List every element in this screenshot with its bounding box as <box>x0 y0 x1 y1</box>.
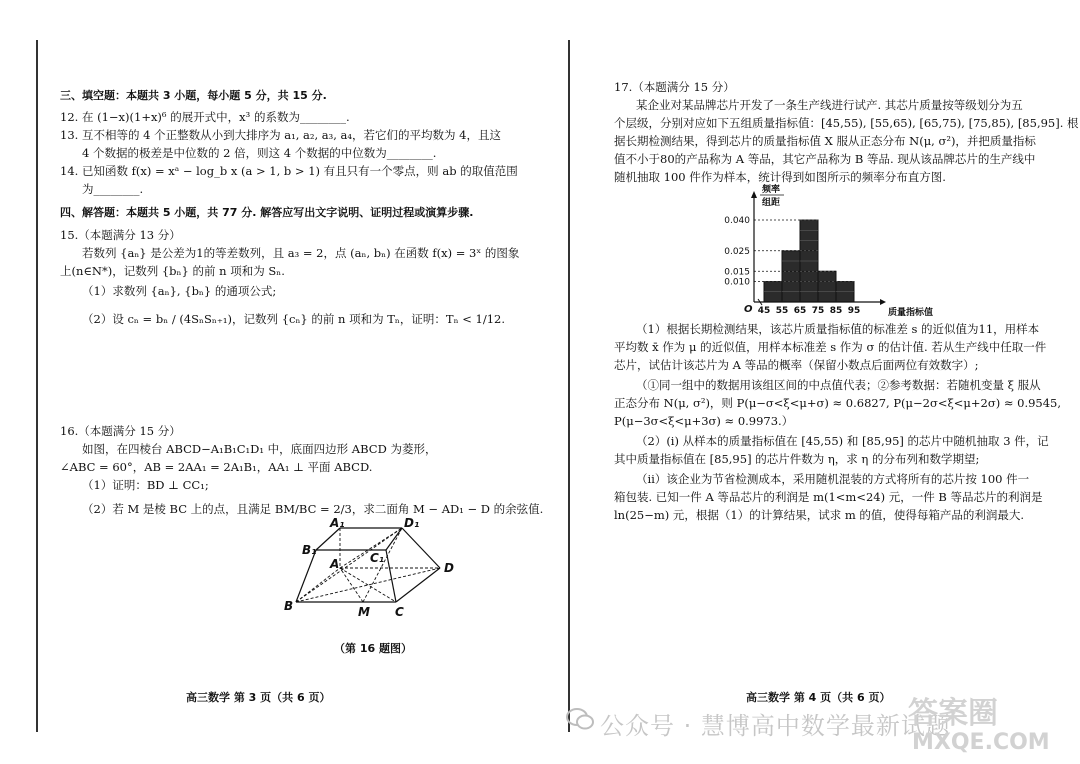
y-axis-label-top: 频率 <box>762 185 781 195</box>
watermark-text: 公众号 · 慧博高中数学最新试题 <box>600 712 951 740</box>
label-d1: D₁ <box>404 518 420 530</box>
y-axis-arrow <box>751 191 757 198</box>
edge-d1c1 <box>386 528 402 550</box>
question-17-line2: 个层级，分别对应如下五组质量指标值：[45,55), [55,65), [65,75), [75,85), [85,95]. 根 <box>614 116 1079 130</box>
right-page <box>568 40 1079 732</box>
y-tick-label: 0.025 <box>724 246 750 257</box>
part2ii-line1: （ⅱ）该企业为节省检测成本，采用随机混装的方式将所有的芯片按 100 件一 <box>636 472 1030 486</box>
part1-line3: 芯片，试估计该芯片为 A 等品的概率（保留小数点后面两位有效数字）; <box>614 358 979 372</box>
wechat-icon <box>565 707 595 731</box>
note-line3: P(μ−3σ<ξ<μ+3σ) ≈ 0.9973.） <box>614 414 794 428</box>
y-axis-label-bottom: 组距 <box>762 198 781 208</box>
question-15-part2: （2）设 cₙ = bₙ / (4SₙSₙ₊₁)，记数列 {cₙ} 的前 n 项和为 Tₙ，证明：Tₙ < 1/12. <box>82 312 505 326</box>
x-tick-label: 45 <box>757 306 771 316</box>
x-axis-arrow <box>880 299 886 305</box>
figure-caption: （第 16 题图） <box>334 642 412 655</box>
part2ii-line3: ln(25−m) 元，根据（1）的计算结果，试求 m 的值，使得每箱产品的利润最大. <box>614 508 1025 522</box>
y-tick-label: 0.010 <box>724 277 750 288</box>
question-14-line1: 14. 已知函数 f(x) = xᵃ − log_b x (a > 1, b > 1) 有且只有一个零点，则 ab 的取值范围 <box>60 164 518 178</box>
label-d: D <box>444 561 454 575</box>
question-16-line2: ∠ABC = 60°，AB = 2AA₁ = 2A₁B₁，AA₁ ⊥ 平面 ABCD. <box>60 460 373 474</box>
x-tick-label: 75 <box>811 306 825 316</box>
frequency-histogram <box>720 184 960 316</box>
section-3-title: 三、填空题：本题共 3 小题，每小题 5 分，共 15 分. <box>60 89 327 102</box>
histogram-bars <box>764 220 854 302</box>
histogram-bar <box>818 271 836 302</box>
diag-ac <box>340 568 396 602</box>
page-footer-right: 高三数学 第 4 页（共 6 页） <box>746 691 891 704</box>
edge-d1d <box>402 528 440 568</box>
question-17-header: 17.（本题满分 15 分） <box>614 80 735 94</box>
part2i-line2: 其中质量指标值在 [85,95] 的芯片件数为 η，求 η 的分布列和数学期望; <box>614 452 980 466</box>
question-15-part1: （1）求数列 {aₙ}, {bₙ} 的通项公式; <box>82 284 277 298</box>
label-a: A <box>330 557 340 571</box>
label-c: C <box>395 605 404 618</box>
left-page <box>36 40 542 732</box>
line-bd1 <box>296 528 402 602</box>
question-13-line2: 4 个数据的极差是中位数的 2 倍，则这 4 个数据的中位数为________. <box>82 146 437 160</box>
y-tick-label: 0.040 <box>724 216 750 226</box>
x-tick-label: 55 <box>775 306 789 316</box>
edge-c1c <box>386 550 396 602</box>
frustum-figure <box>278 518 478 618</box>
question-16-header: 16.（本题满分 15 分） <box>60 424 181 438</box>
question-15-header: 15.（本题满分 13 分） <box>60 228 181 242</box>
histogram-bar <box>782 251 800 302</box>
question-15-line1: 若数列 {aₙ} 是公差为1的等差数列，且 a₃ = 2，点 (aₙ, bₙ) 在函数 f(x) = 3ˣ 的图象 <box>82 246 520 260</box>
watermark-brand-logo: 答案圈 <box>908 696 998 731</box>
note-line2: 正态分布 N(μ, σ²)，则 P(μ−σ<ξ<μ+σ) ≈ 0.6827, P(μ−2σ<ξ<μ+2σ) ≈ 0.9545, <box>614 396 1062 410</box>
part2ii-line2: 箱包装. 已知一件 A 等品芯片的利润是 m(1<m<24) 元，一件 B 等品芯片的利润是 <box>614 490 1043 504</box>
question-13-line1: 13. 互不相等的 4 个正整数从小到大排序为 a₁, a₂, a₃, a₄，若它们的平均数为 4，且这 <box>60 128 501 142</box>
question-17-line1: 某企业对某品牌芯片开发了一条生产线进行试产. 其芯片质量按等级划分为五 <box>636 98 1023 112</box>
watermark-brand-url: MXQE.COM <box>912 730 1050 755</box>
label-b1: B₁ <box>302 543 317 557</box>
line-md1 <box>363 528 402 602</box>
part1-line2: 平均数 x̄ 作为 μ 的近似值，用样本标准差 s 作为 σ 的估计值. 若从生产线中任取一件 <box>614 340 1047 354</box>
x-tick-label: 85 <box>829 306 843 316</box>
section-4-title: 四、解答题：本题共 5 小题，共 77 分. 解答应写出文字说明、证明过程或演算步骤. <box>60 206 474 219</box>
origin-label: O <box>744 304 753 315</box>
question-16-line1: 如图，在四棱台 ABCD−A₁B₁C₁D₁ 中，底面四边形 ABCD 为菱形， <box>82 442 437 456</box>
label-m: M <box>358 605 370 618</box>
y-tick-label: 0.015 <box>724 267 750 278</box>
question-16-part2: （2）若 M 是棱 BC 上的点，且满足 BM/BC = 2/3，求二面角 M − AD₁ − D 的余弦值. <box>82 502 544 516</box>
question-17-line3: 据长期检测结果，得到芯片的质量指标值 X 服从正态分布 N(μ, σ²)，并把质量指标 <box>614 134 1036 148</box>
page-footer-left: 高三数学 第 3 页（共 6 页） <box>186 691 331 704</box>
note-line1: （①同一组中的数据用该组区间的中点值代表；②参考数据：若随机变量 ξ 服从 <box>636 378 1041 392</box>
question-15-line2: 上(n∈N*)，记数列 {bₙ} 的前 n 项和为 Sₙ. <box>60 264 285 278</box>
x-tick-label: 65 <box>793 306 807 316</box>
question-16-part1: （1）证明：BD ⊥ CC₁; <box>82 478 209 492</box>
part1-line1: （1）根据长期检测结果，该芯片质量指标值的标准差 s 的近似值为11，用样本 <box>636 322 1040 336</box>
part2i-line1: （2）(ⅰ) 从样本的质量指标值在 [45,55) 和 [85,95] 的芯片中随机抽取 3 件，记 <box>636 434 1049 448</box>
label-c1: C₁ <box>370 551 385 565</box>
question-17-line4: 值不小于80的产品称为 A 等品，其它产品称为 B 等品. 现从该品牌芯片的生产线中 <box>614 152 1036 166</box>
label-b: B <box>284 599 294 613</box>
question-12: 12. 在 (1−x)(1+x)⁶ 的展开式中，x³ 的系数为________. <box>60 110 350 124</box>
edge-b1a1 <box>316 528 340 550</box>
x-tick-label: 95 <box>847 306 861 316</box>
x-axis-label: 质量指标值 <box>888 308 934 316</box>
question-14-line2: 为________. <box>82 182 144 196</box>
question-17-line5: 随机抽取 100 件作为样本，统计得到如图所示的频率分布直方图. <box>614 170 946 184</box>
line-ma <box>340 568 363 602</box>
label-a1: A₁ <box>330 518 345 530</box>
